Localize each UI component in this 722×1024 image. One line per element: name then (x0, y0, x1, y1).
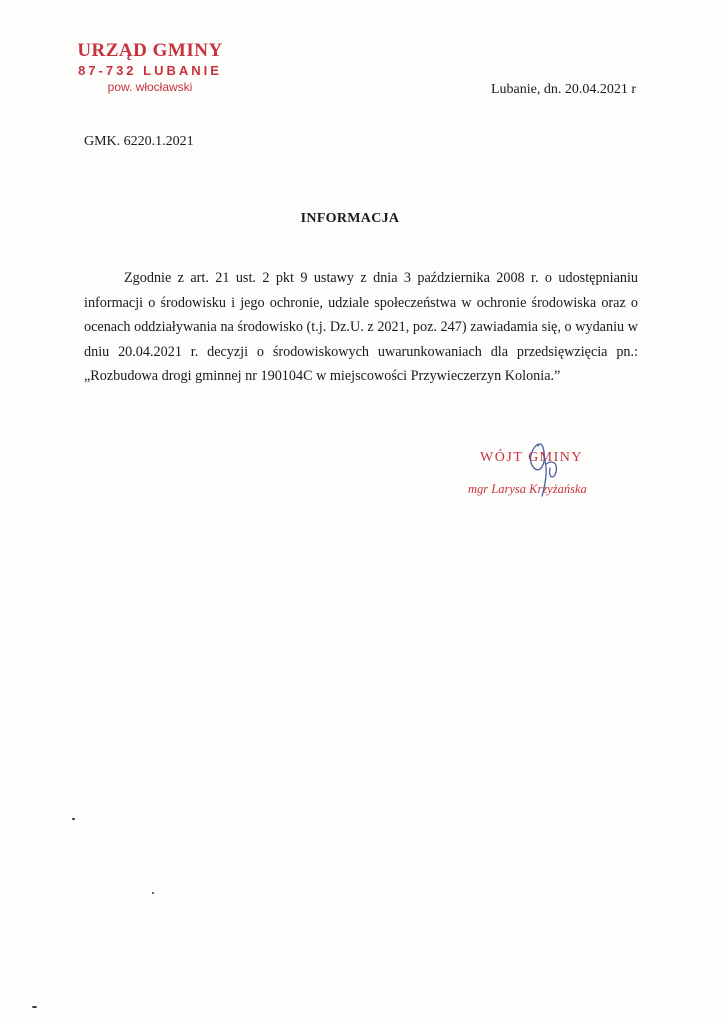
stamp-postal-address: 87-732 LUBANIE (78, 63, 222, 78)
body-paragraph: Zgodnie z art. 21 ust. 2 pkt 9 ustawy z dnia 3 października 2008 r. o udostępnianiu informacji o środowisku i jego ochronie, udziale społeczeństwa w ochronie środowiska oraz o ocenach oddziaływania na środowisko (t.j. Dz.U. z 2021, poz. 247) zawiadamia się, o wydaniu w dniu 20.04.2021 r. decyzji o środowiskowych uwarunkowaniach dla przedsięwzięcia pn.: „Rozbudowa drogi gminnej nr 190104C w miejscowości Przywieczerzyn Kolonia.” (84, 270, 638, 384)
stamp-district: pow. włocławski (107, 80, 193, 94)
signature-block (462, 446, 632, 516)
office-letterhead-stamp (60, 40, 240, 95)
stamp-office-name: URZĄD GMINY (77, 40, 223, 61)
scan-speck (152, 892, 154, 894)
handwritten-signature-icon (524, 438, 564, 508)
reference-number: GMK. 6220.1.2021 (84, 134, 194, 149)
place-and-date: Lubanie, dn. 20.04.2021 r (490, 82, 636, 97)
scan-speck (32, 1006, 37, 1008)
signature-title: WÓJT GMINY (480, 450, 584, 465)
signature-name: mgr Larysa Krzyżańska (468, 482, 587, 496)
scan-speck (72, 818, 75, 820)
document-title: INFORMACJA (300, 211, 400, 226)
